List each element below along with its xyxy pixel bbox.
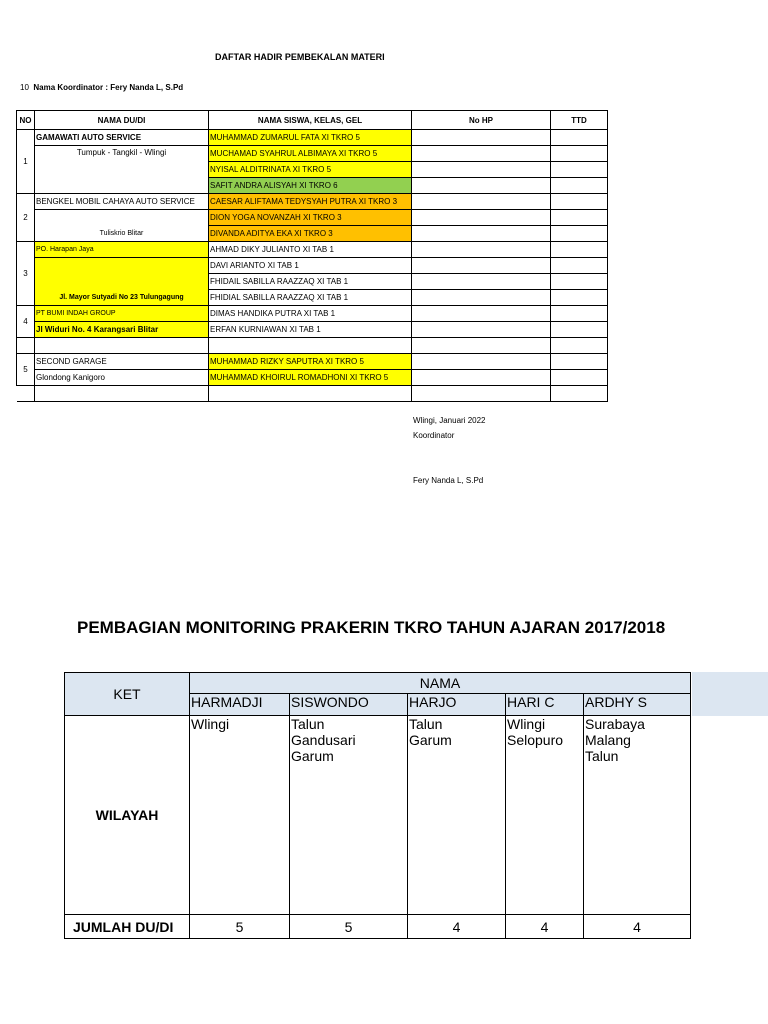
table-row <box>17 306 608 322</box>
table-row <box>65 716 691 915</box>
company-address: Jl. Mayor Sutyadi No 23 Tulungagung <box>35 258 209 306</box>
student-name: DION YOGA NOVANZAH XI TKRO 3 <box>209 210 412 226</box>
person-name: HARJO <box>408 694 506 716</box>
signature-cell[interactable] <box>551 370 608 386</box>
group-no: 3 <box>17 242 35 306</box>
signature-cell[interactable] <box>551 322 608 338</box>
phone-cell[interactable] <box>412 274 551 290</box>
header-fill-extension <box>692 672 768 716</box>
col-header-no: NO <box>17 111 35 130</box>
signature-cell[interactable] <box>551 258 608 274</box>
region-cell <box>190 716 290 915</box>
phone-cell[interactable] <box>412 322 551 338</box>
student-name: MUCHAMAD SYAHRUL ALBIMAYA XI TKRO 5 <box>209 146 412 162</box>
signature-cell[interactable] <box>551 226 608 242</box>
table-row <box>17 210 608 226</box>
monitoring-table <box>64 672 691 939</box>
signature-cell[interactable] <box>551 162 608 178</box>
student-name: AHMAD DIKY JULIANTO XI TAB 1 <box>209 242 412 258</box>
student-name: MUHAMMAD RIZKY SAPUTRA XI TKRO 5 <box>209 354 412 370</box>
student-name: DIMAS HANDIKA PUTRA XI TAB 1 <box>209 306 412 322</box>
signature-cell[interactable] <box>551 194 608 210</box>
region-item: Surabaya <box>585 716 645 732</box>
phone-cell[interactable] <box>412 306 551 322</box>
table-row <box>17 242 608 258</box>
phone-cell[interactable] <box>412 242 551 258</box>
company-name: GAMAWATI AUTO SERVICE <box>35 130 209 146</box>
table-row <box>65 915 691 939</box>
person-name: SISWONDO <box>290 694 408 716</box>
signature-place-date: Wlingi, Januari 2022 <box>413 416 486 425</box>
region-item: Garum <box>291 748 334 764</box>
count-cell: 5 <box>190 915 290 939</box>
region-item: Talun <box>409 716 443 732</box>
student-name: DIVANDA ADITYA EKA XI TKRO 3 <box>209 226 412 242</box>
phone-cell[interactable] <box>412 130 551 146</box>
phone-cell[interactable] <box>412 290 551 306</box>
company-name: PT BUMI INDAH GROUP <box>35 306 209 322</box>
signature-cell[interactable] <box>551 306 608 322</box>
phone-cell[interactable] <box>412 354 551 370</box>
person-name: HARI C <box>506 694 584 716</box>
signature-role: Koordinator <box>413 431 455 440</box>
table-header-row <box>17 111 608 130</box>
phone-cell[interactable] <box>412 226 551 242</box>
phone-cell[interactable] <box>412 258 551 274</box>
person-name: ARDHY S <box>584 694 691 716</box>
table-row <box>17 146 608 162</box>
ket-header: KET <box>65 673 190 716</box>
region-item: Wlingi <box>191 716 230 732</box>
company-address: Glondong Kanigoro <box>35 370 209 386</box>
table-row <box>17 338 608 354</box>
region-cell <box>506 716 584 915</box>
group-no: 2 <box>17 194 35 242</box>
region-item: Wlingi <box>507 716 546 732</box>
group-no: 1 <box>17 130 35 194</box>
region-item: Selopuro <box>507 732 564 748</box>
signature-cell[interactable] <box>551 130 608 146</box>
signature-cell[interactable] <box>551 290 608 306</box>
monitoring-title: PEMBAGIAN MONITORING PRAKERIN TKRO TAHUN AJARAN 2017/2018 <box>77 618 666 637</box>
table-row <box>17 130 608 146</box>
company-address: Jl Widuri No. 4 Karangsari Blitar <box>35 322 209 338</box>
coordinator-line <box>20 83 183 92</box>
student-name: FHIDIAL SABILLA RAAZZAQ XI TAB 1 <box>209 290 412 306</box>
person-name: HARMADJI <box>190 694 290 716</box>
document-title: DAFTAR HADIR PEMBEKALAN MATERI <box>215 52 385 62</box>
col-header-student: NAMA SISWA, KELAS, GEL <box>209 111 412 130</box>
table-row <box>17 386 608 402</box>
col-header-company: NAMA DU/DI <box>35 111 209 130</box>
attendance-table <box>16 110 608 402</box>
company-name: BENGKEL MOBIL CAHAYA AUTO SERVICE <box>35 194 209 210</box>
region-cell <box>584 716 691 915</box>
region-cell <box>408 716 506 915</box>
group-no: 5 <box>17 354 35 386</box>
student-name: NYISAL ALDITRINATA XI TKRO 5 <box>209 162 412 178</box>
count-cell: 4 <box>584 915 691 939</box>
phone-cell[interactable] <box>412 178 551 194</box>
region-cell <box>290 716 408 915</box>
nama-header: NAMA <box>190 673 691 694</box>
student-name: SAFIT ANDRA ALISYAH XI TKRO 6 <box>209 178 412 194</box>
table-row <box>17 354 608 370</box>
wilayah-label: WILAYAH <box>65 716 190 915</box>
col-header-signature: TTD <box>551 111 608 130</box>
region-item: Garum <box>409 732 452 748</box>
company-name: SECOND GARAGE <box>35 354 209 370</box>
company-name: PO. Harapan Jaya <box>35 242 209 258</box>
jumlah-label: JUMLAH DU/DI <box>65 915 190 939</box>
region-item: Talun <box>291 716 325 732</box>
count-cell: 5 <box>290 915 408 939</box>
phone-cell[interactable] <box>412 146 551 162</box>
coordinator-label: Nama Koordinator : Fery Nanda L, S.Pd <box>33 83 184 92</box>
company-address: Tuliskrio Blitar <box>35 210 209 242</box>
phone-cell[interactable] <box>412 162 551 178</box>
signature-cell[interactable] <box>551 178 608 194</box>
student-name: CAESAR ALIFTAMA TEDYSYAH PUTRA XI TKRO 3 <box>209 194 412 210</box>
table-row <box>17 370 608 386</box>
signature-cell[interactable] <box>551 210 608 226</box>
student-name: DAVI ARIANTO XI TAB 1 <box>209 258 412 274</box>
signature-cell[interactable] <box>551 354 608 370</box>
table-row <box>17 194 608 210</box>
region-item: Gandusari <box>291 732 356 748</box>
signature-cell[interactable] <box>551 242 608 258</box>
table-row <box>17 322 608 338</box>
phone-cell[interactable] <box>412 370 551 386</box>
signature-name: Fery Nanda L, S.Pd <box>413 476 484 485</box>
col-header-phone: No HP <box>412 111 551 130</box>
signature-cell[interactable] <box>551 146 608 162</box>
table-row <box>65 673 691 694</box>
table-row <box>17 258 608 274</box>
student-name: FHIDAIL SABILLA RAAZZAQ XI TAB 1 <box>209 274 412 290</box>
student-name: ERFAN KURNIAWAN XI TAB 1 <box>209 322 412 338</box>
signature-cell[interactable] <box>551 274 608 290</box>
group-no: 4 <box>17 306 35 338</box>
company-address: Tumpuk - Tangkil - Wlingi <box>35 146 209 194</box>
count-cell: 4 <box>506 915 584 939</box>
student-name: MUHAMMAD KHOIRUL ROMADHONI XI TKRO 5 <box>209 370 412 386</box>
region-item: Malang <box>585 732 631 748</box>
phone-cell[interactable] <box>412 210 551 226</box>
student-name: MUHAMMAD ZUMARUL FATA XI TKRO 5 <box>209 130 412 146</box>
region-item: Talun <box>585 748 619 764</box>
phone-cell[interactable] <box>412 194 551 210</box>
list-number: 10 <box>20 83 29 92</box>
count-cell: 4 <box>408 915 506 939</box>
